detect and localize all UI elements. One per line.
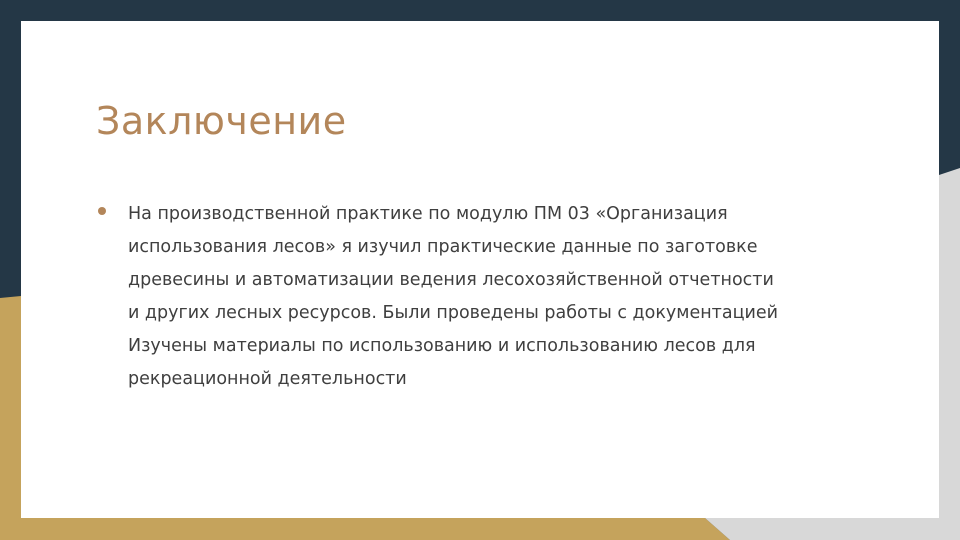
bullet-item: [96, 198, 856, 396]
slide-title: Заключение: [96, 99, 347, 143]
bullet-line: рекреационной деятельности: [128, 369, 407, 389]
bullet-line: древесины и автоматизации ведения лесохозяйственной отчетности: [128, 270, 774, 290]
bullet-line: На производственной практике по модулю ПМ 03 «Организация: [128, 204, 728, 224]
bullet-line: и других лесных ресурсов. Были проведены работы с документацией: [128, 303, 779, 323]
bullet-line: Изучены материалы по использованию и использованию лесов для: [128, 336, 756, 356]
bullet-line: использования лесов» я изучил практические данные по заготовке: [128, 237, 758, 257]
bullet-list: [96, 198, 856, 396]
bullet-dot-icon: [98, 207, 106, 215]
